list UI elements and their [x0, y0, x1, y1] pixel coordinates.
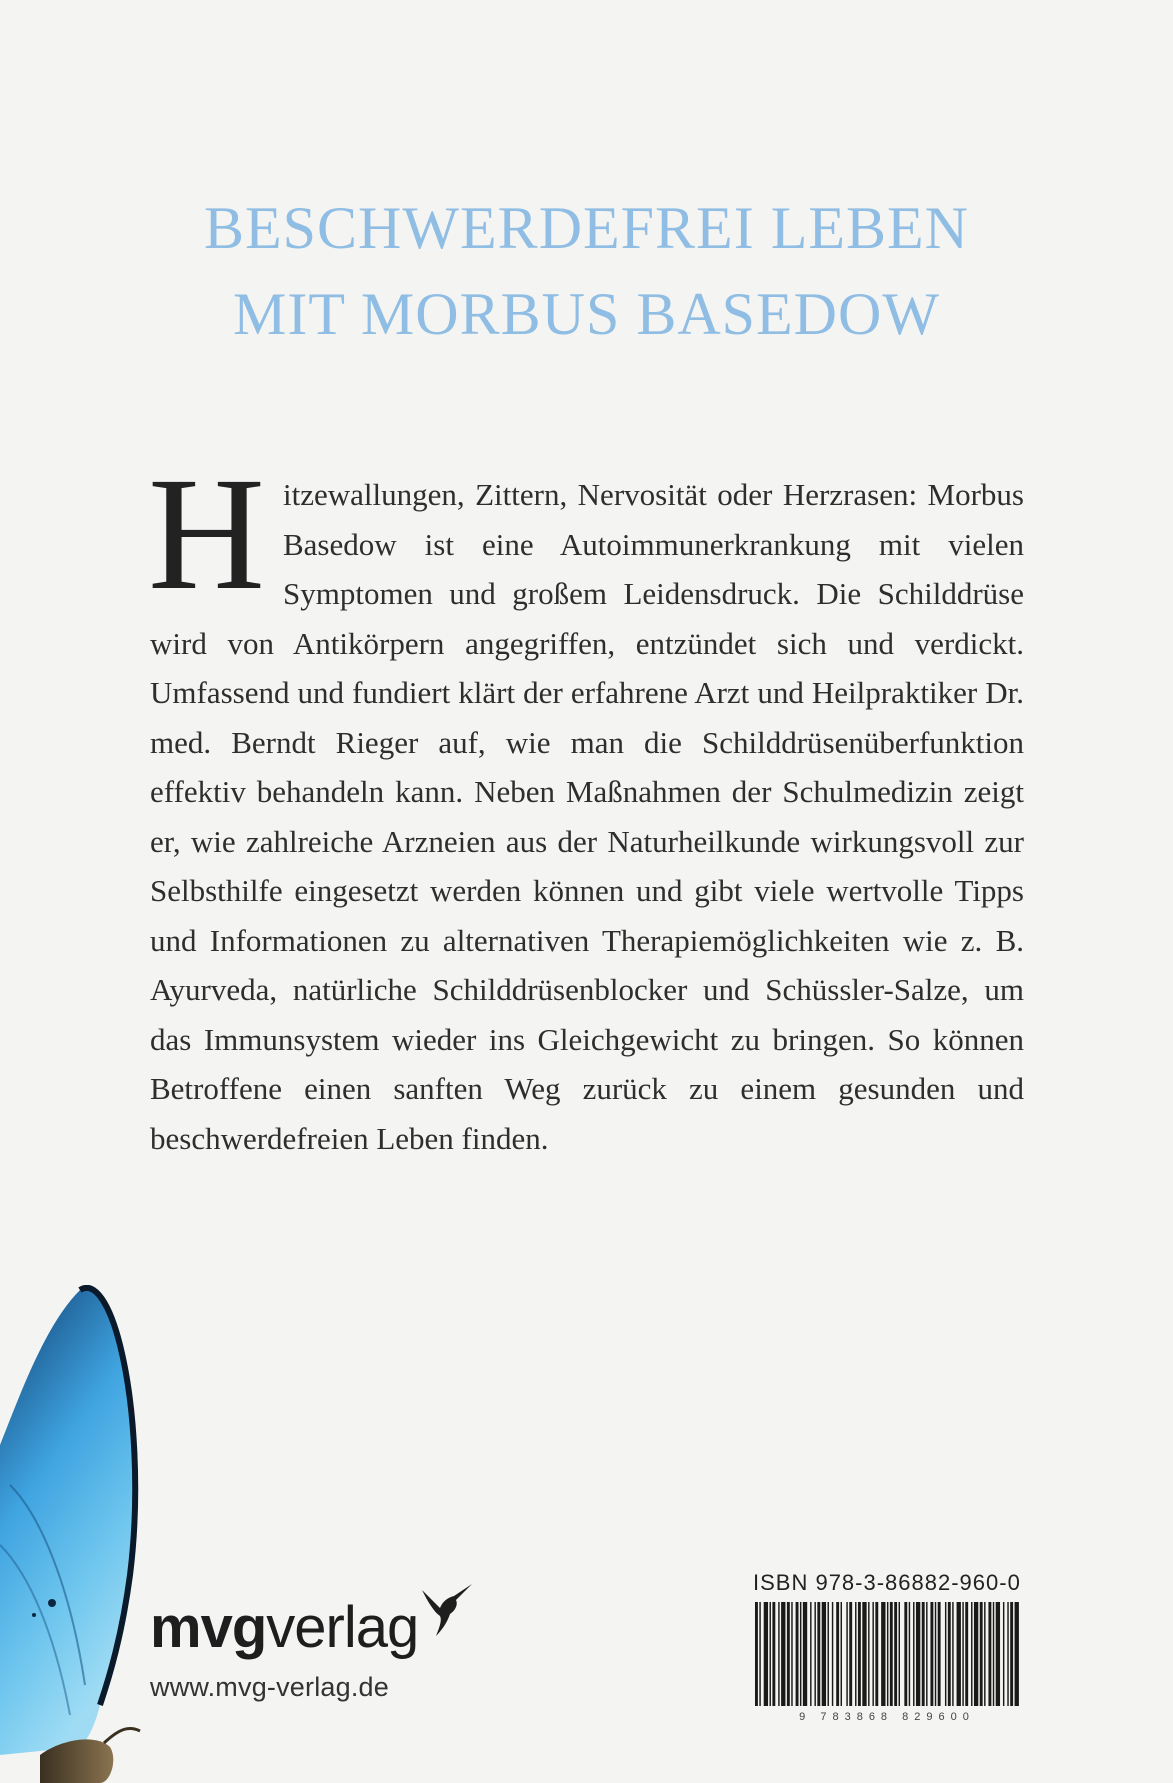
barcode-bar — [800, 1602, 801, 1706]
barcode-bar — [899, 1602, 900, 1706]
publisher-block — [150, 1588, 474, 1703]
barcode-bar — [849, 1602, 852, 1706]
barcode-bar — [922, 1602, 925, 1706]
barcode-bar — [913, 1602, 914, 1706]
barcode-bar — [875, 1602, 878, 1706]
publisher-website[interactable]: www.mvg-verlag.de — [150, 1672, 389, 1702]
barcode-bar — [1010, 1602, 1013, 1706]
drop-cap: H — [148, 445, 265, 624]
hummingbird-icon — [414, 1578, 474, 1638]
barcode-bar — [996, 1602, 1000, 1706]
barcode-digits: 9 783868 829600 — [799, 1711, 975, 1723]
barcode-bar — [909, 1602, 910, 1706]
blurb-text — [148, 445, 1024, 1163]
barcode-bar — [855, 1602, 856, 1706]
barcode-bar — [759, 1602, 760, 1706]
headline — [0, 185, 1173, 357]
barcode-bar — [965, 1602, 968, 1706]
barcode-bar — [862, 1602, 866, 1706]
barcode-bar — [1007, 1602, 1008, 1706]
barcode-bar — [980, 1602, 983, 1706]
barcode-bar — [945, 1602, 946, 1706]
barcode-bar — [770, 1602, 771, 1706]
barcode-bar — [817, 1602, 820, 1706]
logo-mvg: mvg — [150, 1595, 267, 1660]
barcode-bar — [822, 1602, 826, 1706]
barcode-bar — [1015, 1602, 1019, 1706]
logo-verlag: verlag — [266, 1595, 419, 1660]
barcode-bar — [916, 1602, 920, 1706]
barcode-bar — [832, 1602, 833, 1706]
barcode-bar — [787, 1602, 790, 1706]
headline-line-2: MIT MORBUS BASEDOW — [233, 281, 940, 347]
barcode-bar — [938, 1602, 941, 1706]
barcode-bar — [890, 1602, 893, 1706]
barcode-bar — [868, 1602, 869, 1706]
barcode-bar — [1003, 1602, 1004, 1706]
barcode-bar — [778, 1602, 779, 1706]
barcode-bar — [791, 1602, 792, 1706]
barcode-bar — [904, 1602, 907, 1706]
barcode-bar — [962, 1602, 963, 1706]
barcode-bar — [926, 1602, 927, 1706]
barcode-bar — [881, 1602, 885, 1706]
barcode-bar — [971, 1602, 972, 1706]
barcode-bar — [846, 1602, 847, 1706]
barcode-bar — [781, 1602, 785, 1706]
headline-line-1: BESCHWERDEFREI LEBEN — [204, 195, 969, 261]
isbn-block — [753, 1570, 1023, 1724]
barcode-bar — [894, 1602, 897, 1706]
logo-wordmark — [150, 1595, 419, 1660]
barcode-bar — [948, 1602, 951, 1706]
barcode-bar — [858, 1602, 861, 1706]
barcode-bar — [796, 1602, 799, 1706]
barcode — [753, 1602, 1021, 1724]
barcode-bar — [836, 1602, 839, 1706]
barcode-bar — [755, 1602, 758, 1706]
blurb-body: itzewallungen, Zittern, Nervosität oder Herzrasen: Morbus Basedow ist eine Autoimmunerkrankung mit vielen Symptomen und großem Leidensdruck. Die Schilddrüse wird von Antikörpern angegriffen, entzündet sich und verdickt. Umfassend und fundiert klärt der erfahrene Arzt und Heilpraktiker Dr. med. Berndt Rieger auf, wie man die Schilddrüsenüberfunktion effektiv behandeln kann. Neben Maßnahmen der Schulmedizin zeigt er, wie zahlreiche Arzneien aus der Naturheilkunde wirkungsvoll zur Selbsthilfe eingesetzt werden können und gibt viele wertvolle Tipps und Informationen zu alternativen Therapiemöglichkeiten wie z. B. Ayurveda, natürliche Schilddrüsenblocker und Schüssler-Salze, um das Immunsystem wieder ins Gleichgewicht zu bringen. So können Betroffene einen sanften Weg zurück zu einem gesunden und beschwerdefreien Leben finden. — [150, 477, 1024, 1156]
barcode-bar — [872, 1602, 873, 1706]
barcode-bar — [993, 1602, 994, 1706]
barcode-bar — [930, 1602, 933, 1706]
butterfly-wing-image — [0, 1285, 150, 1783]
publisher-logo — [150, 1588, 474, 1658]
barcode-bar — [988, 1602, 991, 1706]
barcode-bar — [984, 1602, 985, 1706]
barcode-bar — [841, 1602, 842, 1706]
barcode-bar — [952, 1602, 953, 1706]
barcode-bar — [814, 1602, 815, 1706]
barcode-bar — [935, 1602, 936, 1706]
barcode-bar — [828, 1602, 829, 1706]
barcode-bar — [810, 1602, 811, 1706]
barcode-bar — [803, 1602, 807, 1706]
barcode-bar — [764, 1602, 768, 1706]
barcode-bar — [772, 1602, 775, 1706]
barcode-bar — [887, 1602, 888, 1706]
barcode-bar — [957, 1602, 961, 1706]
barcode-bar — [974, 1602, 978, 1706]
isbn-label: ISBN 978-3-86882-960-0 — [753, 1570, 1021, 1595]
